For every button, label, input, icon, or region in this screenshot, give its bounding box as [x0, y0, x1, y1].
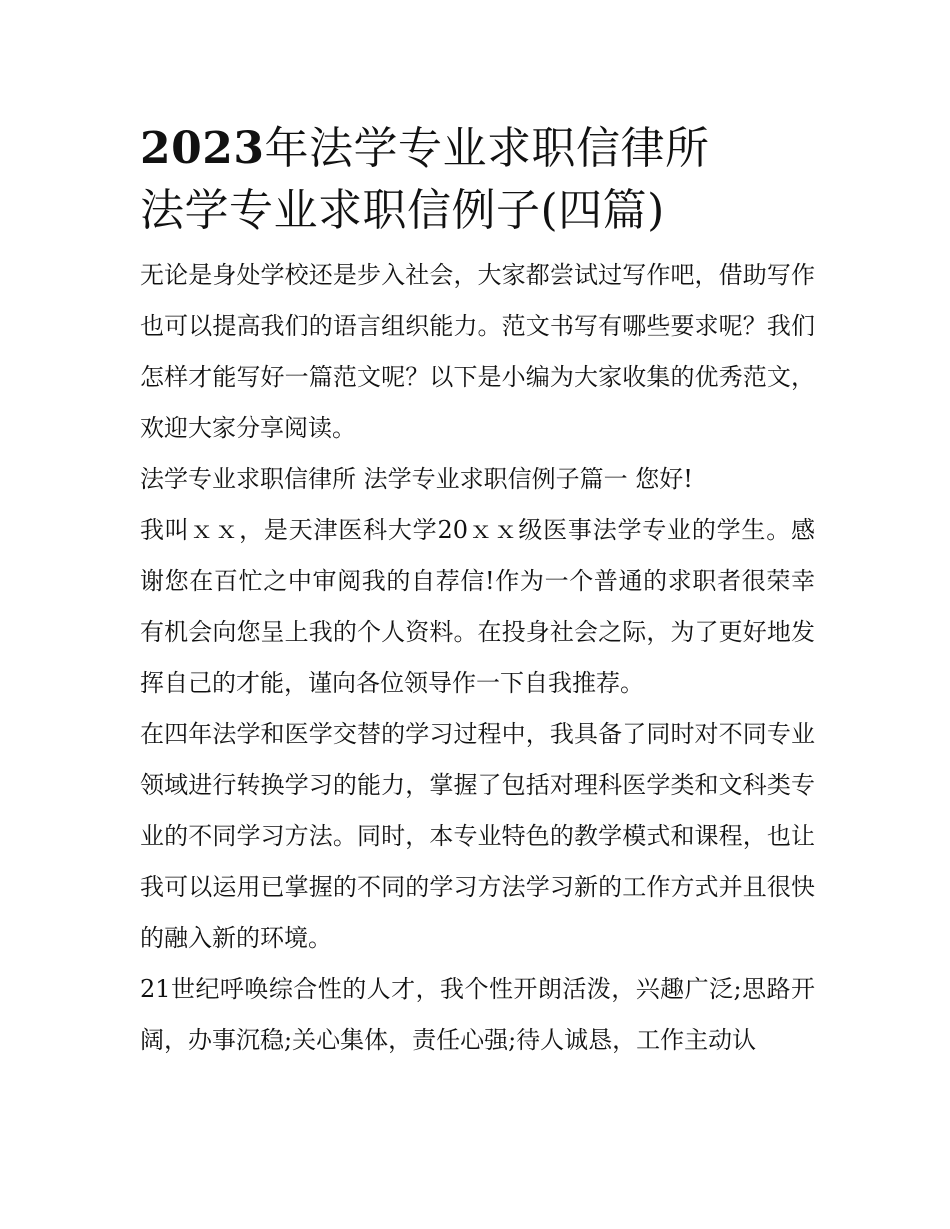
self-introduction-paragraph: 我叫ｘｘ，是天津医科大学20ｘｘ级医事法学专业的学生。感谢您在百忙之中审阅我的自荐信!作为一个普通的求职者很荣幸有机会向您呈上我的个人资料。在投身社会之际，为了更好地发挥自己的才能，谨向各位领导作一下自我推荐。	[140, 516, 815, 697]
document-title	[140, 118, 815, 242]
title-year: 2023	[140, 123, 265, 174]
title-line2-text: 法学专业求职信例子(四篇)	[140, 185, 665, 236]
letter-heading-paragraph: 法学专业求职信律所 法学专业求职信例子篇一 您好!	[140, 465, 693, 493]
study-experience-paragraph: 在四年法学和医学交替的学习过程中，我具备了同时对不同专业领域进行转换学习的能力，掌握了包括对理科医学类和文科类专业的不同学习方法。同时，本专业特色的教学模式和课程，也让我可以运用已掌握的不同的学习方法学习新的工作方式并且很快的融入新的环境。	[140, 720, 815, 952]
title-line1-text: 年法学专业求职信律所	[264, 123, 710, 174]
document-body	[140, 118, 815, 1066]
personality-paragraph: 21世纪呼唤综合性的人才，我个性开朗活泼，兴趣广泛;思路开阔，办事沉稳;关心集体，责任心强;待人诚恳，工作主动认	[140, 975, 815, 1054]
intro-paragraph: 无论是身处学校还是步入社会，大家都尝试过写作吧，借助写作也可以提高我们的语言组织能力。范文书写有哪些要求呢？我们怎样才能写好一篇范文呢？以下是小编为大家收集的优秀范文，欢迎大家分享阅读。	[140, 261, 815, 442]
